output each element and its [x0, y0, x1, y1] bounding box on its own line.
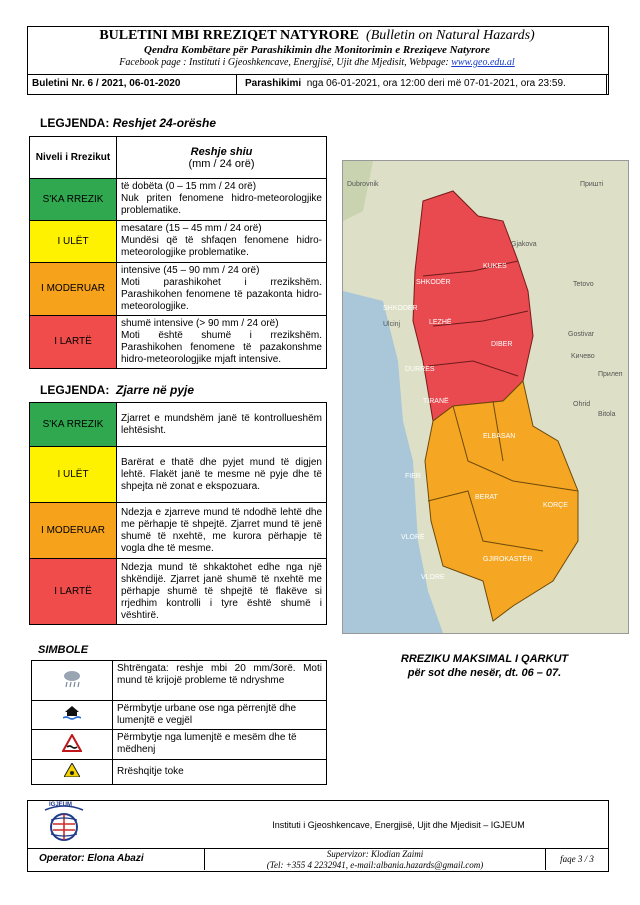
map-caption: RREZIKU MAKSIMAL I QARKUT për sot dhe nesër, dt. 06 – 07. [400, 653, 569, 679]
map-place-label: Gostivar [568, 331, 595, 338]
urban-flood-icon [32, 701, 113, 730]
level-cell: I MODERUAR [30, 263, 117, 316]
forecast-text: nga 06-01-2021, ora 12:00 deri më 07-01-2021, ora 23:59. [306, 78, 566, 89]
region-label: KORÇE [543, 502, 568, 509]
map-place-label: Tetovo [573, 281, 594, 288]
storm-icon [32, 661, 113, 701]
region-label: ELBASAN [483, 433, 516, 440]
col-rain-header: Reshje shiu (mm / 24 orë) [117, 137, 327, 179]
supervisor-name: Supervizor: Klodian Zaimi [326, 849, 424, 859]
river-flood-icon [32, 730, 113, 760]
igjeum-logo [35, 802, 93, 846]
symbol-text: Rrëshqitje toke [113, 760, 327, 785]
col-level-header: Niveli i Rrezikut [30, 137, 117, 179]
legend-rain-heading: LEGJENDA: Reshjet 24-orëshe [40, 116, 217, 130]
map-place-label: Ulcinj [383, 321, 401, 328]
level-cell: I LARTË [30, 559, 117, 625]
level-cell: I LARTË [30, 316, 117, 369]
forecast-label: Parashikimi [245, 78, 302, 89]
level-cell: I ULËT [30, 221, 117, 263]
symbol-text: Përmbytje nga lumenjtë e mesëm dhe të mëdhenj [113, 730, 327, 760]
map-place-label: Прилеп [598, 371, 623, 378]
header-subtitle: Qendra Kombëtare për Parashikimin dhe Monitorimin e Rreziqeve Natyrore [144, 44, 490, 56]
bulletin-number: Buletini Nr. 6 / 2021, 06-01-2020 [27, 74, 237, 94]
footer-institute: Instituti i Gjeoshkencave, Energjisë, Ujit dhe Mjedisit – IGJEUM [272, 820, 525, 830]
region-label: DURRES [405, 366, 435, 373]
landslide-icon [32, 760, 113, 785]
level-cell: S'KA RREZIK [30, 179, 117, 221]
region-label: KUKES [483, 263, 507, 270]
map-place-label: Kичево [571, 353, 595, 360]
region-label: GJIROKASTËR [483, 556, 533, 563]
region-label: VLORË [401, 534, 425, 541]
region-label: BERAT [475, 494, 498, 501]
legend-fire-table [29, 402, 327, 625]
map-place-label: Gjakova [511, 241, 537, 248]
divider [27, 94, 608, 95]
risk-map [342, 160, 629, 634]
map-place-label: Dubrovnik [347, 181, 379, 188]
symbols-heading: SIMBOLE [38, 644, 89, 656]
legend-rain-table [29, 136, 327, 369]
legend-row-text: mesatare (15 – 45 mm / 24 orë) Mundësi që të shfaqen fenomene hidro-meteorologjike problematike. [117, 221, 327, 263]
symbol-text: Shtrëngata: reshje mbi 20 mm/3orë. Moti mund të krijojë probleme të ndryshme [113, 661, 327, 701]
bulletin-title: BULETINI MBI RREZIQET NATYRORE (Bulletin on Natural Hazards) [99, 28, 535, 43]
level-cell: I MODERUAR [30, 503, 117, 559]
legend-row-text: Ndezja mund të shkaktohet edhe nga një shkëndijë. Zjarret janë shumë të nxehtë me përhapje shumë të shpejtë të flakëve si rrjedhim kontrolli i tyre është shumë i vështirë. [117, 559, 327, 625]
region-label: DIBER [491, 341, 513, 348]
map-place-label: Приштi [580, 181, 604, 188]
legend-row-text: Barërat e thatë dhe pyjet mund të digjen lehtë. Flakët janë te mesme në pyje dhe të shpejta në zonat e ekspozuara. [117, 447, 327, 503]
map-place-label: Bitola [598, 411, 616, 418]
legend-row-text: intensive (45 – 90 mm / 24 orë) Moti parashikohet i rrezikshëm. Parashikohen fenomene të pazakonta hidro-meteorologjike. [117, 263, 327, 316]
legend-rain-title: Reshjet 24-orëshe [112, 116, 217, 130]
level-cell: S'KA RREZIK [30, 403, 117, 447]
website-link[interactable]: www.geo.edu.al [451, 57, 515, 68]
legend-fire-title: Zjarre në pyje [116, 383, 195, 397]
level-cell: I ULËT [30, 447, 117, 503]
map-place-label: Ohrid [573, 401, 591, 408]
symbol-text: Përmbytje urbane ose nga përrenjtë dhe lumenjtë e vegjël [113, 701, 327, 730]
divider [27, 74, 608, 75]
region-label: SHKODER [383, 305, 418, 312]
logo-text: IGJEUM [49, 802, 73, 808]
legend-row-text: Ndezja e zjarreve mund të ndodhë lehtë dhe me përhapje të shpejtë. Zjarret mund të jenë shumë të nxehtë, me kurora përhapje të vogla dhe të mesme. [117, 503, 327, 559]
symbols-table [31, 660, 327, 785]
legend-row-text: të dobëta (0 – 15 mm / 24 orë) Nuk priten fenomene hidro-meteorologjike problematike. [117, 179, 327, 221]
legend-row-text: shumë intensive (> 90 mm / 24 orë) Moti është shumë i rrezikshëm. Parashikohen fenomene të pazakonshme hidro-meteorologjike mjaft intensive. [117, 316, 327, 369]
forecast-period [237, 74, 607, 94]
bulletin-title-en: (Bulletin on Natural Hazards) [366, 28, 535, 43]
legend-fire-heading: LEGJENDA: Zjarre në pyje [40, 383, 195, 397]
contact-info: (Tel: +355 4 2232941, e-mail:albania.hazards@gmail.com) [266, 860, 484, 870]
supervisor-block [205, 849, 545, 871]
region-label: FIER [405, 473, 421, 480]
region-label: SHKODËR [416, 279, 451, 286]
header-facebook-line: Facebook page : Instituti i Gjeoshkencave, Energjisë, Ujit dhe Mjedisit, Webpage: www.geo.edu.al [119, 57, 515, 68]
page-number: faqe 3 / 3 [545, 848, 608, 870]
region-label: LEZHË [429, 319, 452, 326]
legend-row-text: Zjarret e mundshëm janë të kontrollueshëm lehtësisht. [117, 403, 327, 447]
region-label: VLORE [421, 574, 445, 581]
operator-name: Operator: Elona Abazi [27, 848, 205, 870]
region-label: TIRANË [423, 398, 449, 405]
